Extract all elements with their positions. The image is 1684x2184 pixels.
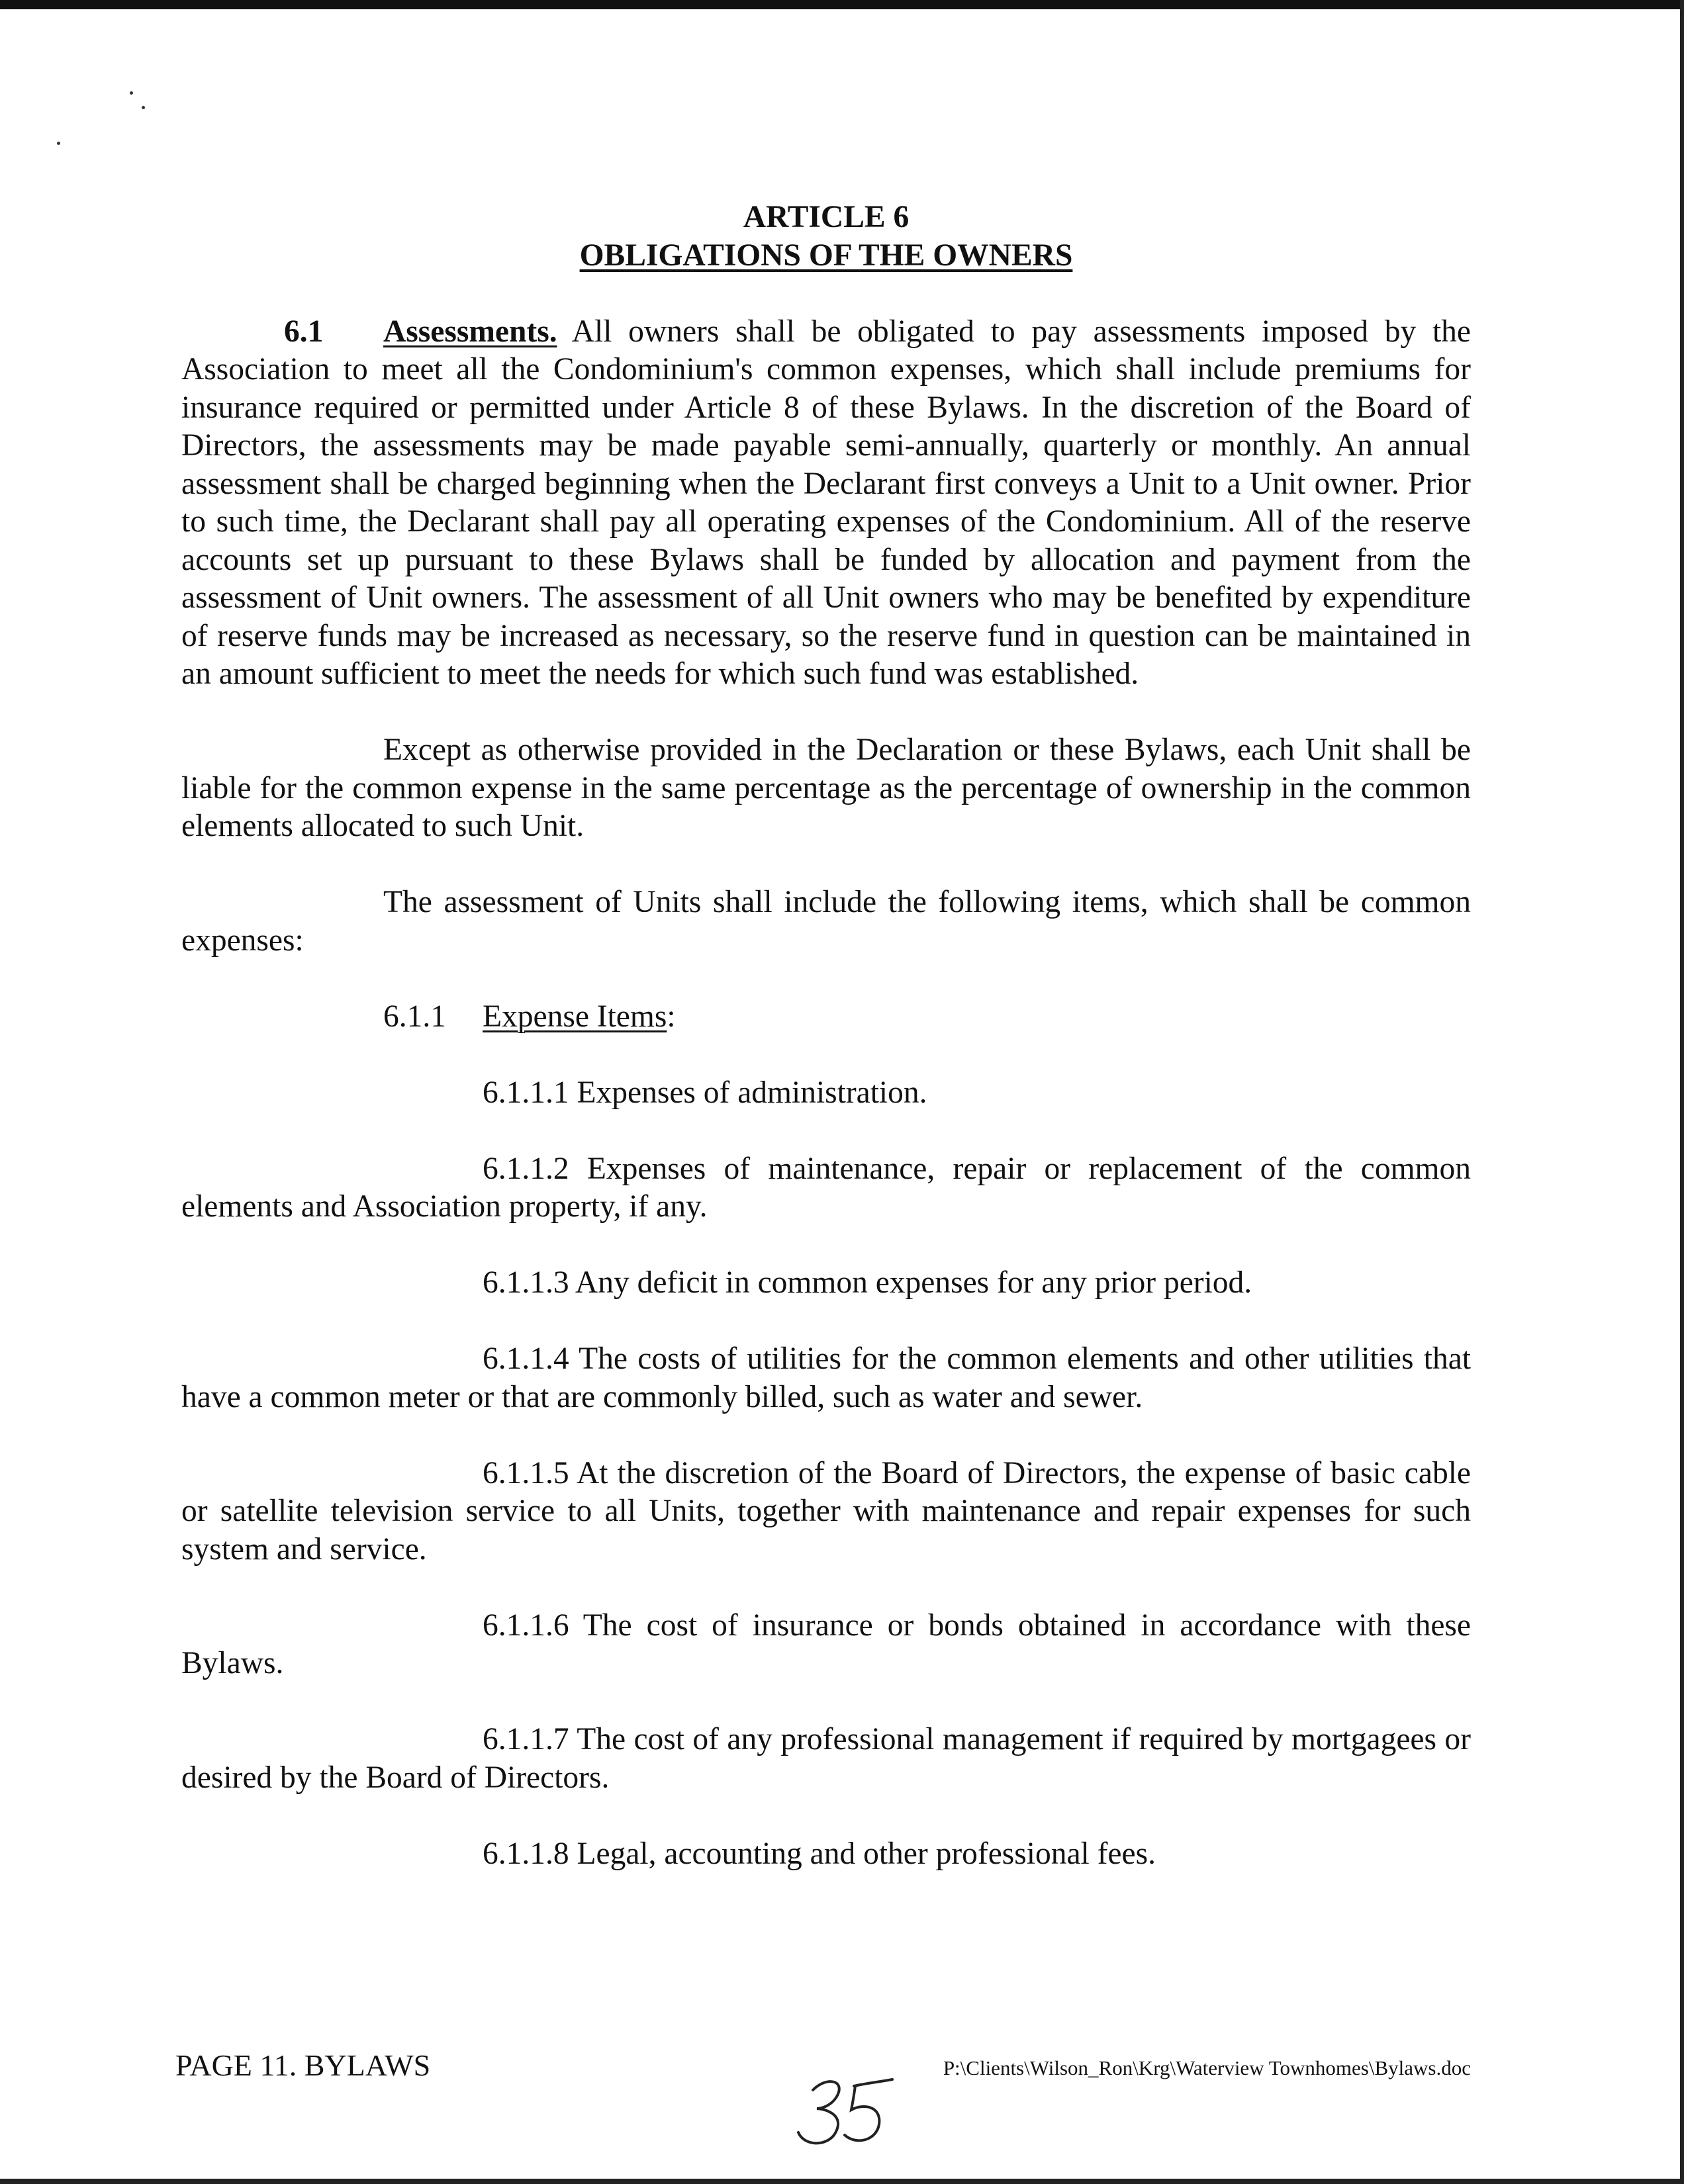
- subsection-number: 6.1.1: [383, 999, 446, 1034]
- expense-item: [181, 1721, 1471, 1797]
- expense-item-number: 6.1.1.5: [483, 1455, 569, 1490]
- expense-item-number: 6.1.1.6: [483, 1608, 569, 1643]
- footer-file-path: P:\Clients\Wilson_Ron\Krg\Waterview Townhomes\Bylaws.doc: [943, 2056, 1471, 2079]
- scan-speck: [57, 142, 60, 145]
- expense-item-number: 6.1.1.8: [483, 1836, 569, 1871]
- expense-item-text: Any deficit in common expenses for any prior period.: [575, 1265, 1252, 1300]
- expense-item-number: 6.1.1.4: [483, 1342, 569, 1376]
- expense-item-text: Expenses of administration.: [577, 1075, 927, 1110]
- expense-item: [181, 1264, 1471, 1302]
- expense-items-list: [181, 1074, 1471, 1874]
- footer-page-label: PAGE 11. BYLAWS: [175, 2048, 431, 2082]
- section-heading: Assessments.: [383, 314, 557, 349]
- expense-item-text: The cost of any professional management if required by mortgagees or desired by the Board of Directors.: [181, 1722, 1471, 1795]
- right-border: [1680, 0, 1684, 2184]
- expense-item-number: 6.1.1.1: [483, 1075, 569, 1110]
- article-number: ARTICLE 6: [743, 200, 910, 234]
- expense-item-text: At the discretion of the Board of Directors, the expense of basic cable or satellite television service to all Units, together with maintenance and repair expenses for such system and service.: [181, 1455, 1471, 1567]
- expense-item-text: Legal, accounting and other professional fees.: [577, 1836, 1156, 1871]
- section-6-1: [181, 313, 1471, 694]
- expense-item: [181, 1607, 1471, 1683]
- bottom-border: [0, 2179, 1684, 2184]
- expense-item: [181, 1340, 1471, 1416]
- expense-item: [181, 1835, 1471, 1874]
- scan-speck: [142, 106, 145, 109]
- expense-item-text: The cost of insurance or bonds obtained in accordance with these Bylaws.: [181, 1608, 1471, 1680]
- section-body: All owners shall be obligated to pay assessments imposed by the Association to meet all the Condominium's common expenses, which shall include premiums for insurance required or permitted under Article 8 of these Bylaws. In the discretion of the Board of Directors, the assessments may be made payable semi-annually, quarterly or monthly. An annual assessment shall be charged beginning when the Declarant first conveys a Unit to a Unit owner. Prior to such time, the Declarant shall pay all operating expenses of the Condominium. All of the reserve accounts set up pursuant to these Bylaws shall be funded by allocation and payment from the assessment of Unit owners. The assessment of all Unit owners who may be benefited by expenditure of reserve funds may be increased as necessary, so the reserve fund in question can be maintained in an amount sufficient to meet the needs for which such fund was established.: [181, 314, 1471, 691]
- expense-item-text: Expenses of maintenance, repair or replacement of the common elements and Association property, if any.: [181, 1151, 1472, 1224]
- paragraph-liability: Except as otherwise provided in the Declaration or these Bylaws, each Unit shall be liable for the common expense in the same percentage as the percentage of ownership in the common elements allocated to such Unit.: [181, 733, 1471, 843]
- subsection-6-1-1: 6.1.1 Expense Items:: [181, 998, 1471, 1036]
- section-number: 6.1: [284, 314, 324, 349]
- document-body: [181, 199, 1471, 1873]
- expense-item: [181, 1455, 1471, 1569]
- expense-item-number: 6.1.1.2: [483, 1151, 569, 1186]
- paragraph-assessment-items: The assessment of Units shall include the following items, which shall be common expenses:: [181, 885, 1471, 958]
- expense-item: [181, 1074, 1471, 1113]
- subsection-label: Expense Items: [483, 999, 667, 1034]
- expense-item-text: The costs of utilities for the common elements and other utilities that have a common meter or that are commonly billed, such as water and sewer.: [181, 1342, 1471, 1414]
- scan-speck: [130, 91, 133, 95]
- handwritten-page-number: [794, 2071, 907, 2151]
- article-title: OBLIGATIONS OF THE OWNERS: [579, 238, 1073, 273]
- top-border: [0, 0, 1684, 9]
- expense-item-number: 6.1.1.7: [483, 1722, 569, 1756]
- expense-item-number: 6.1.1.3: [483, 1265, 569, 1300]
- expense-item: [181, 1150, 1471, 1226]
